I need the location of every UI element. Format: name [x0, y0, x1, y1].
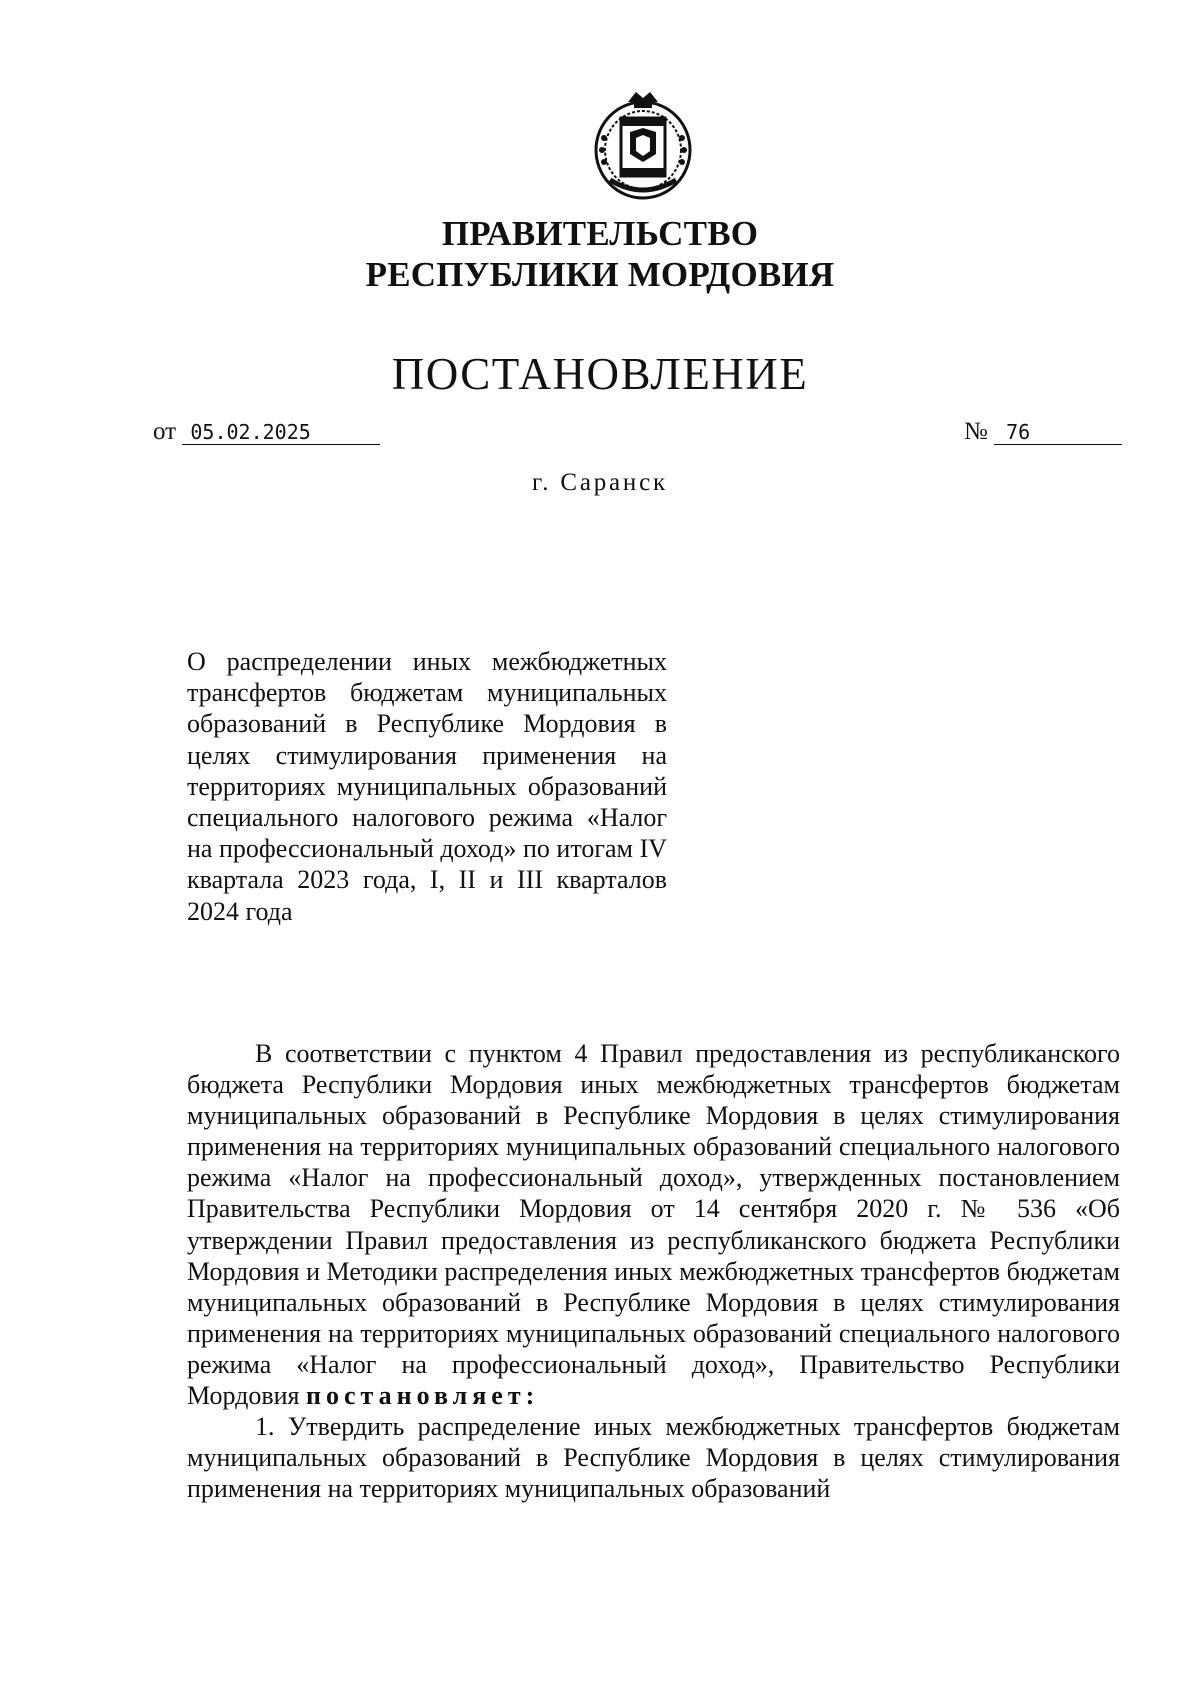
issue-city: г. Саранск: [532, 469, 668, 496]
document-date: [153, 417, 380, 447]
coat-of-arms-emblem-icon: [590, 88, 696, 204]
clause-1-paragraph: 1. Утвердить распределение иных межбюджетных трансфертов бюджетам муниципальных образований в Республике Мордовия в целях стимулирования применения на территориях муниципальных образований: [187, 1412, 1120, 1504]
preamble-text: В соответствии с пунктом 4 Правил предоставления из республиканского бюджета Республики Мордовия иных межбюджетных трансфертов бюджетам муниципальных образований в Республике Мордовия в целях стимулирования применения на территориях муниципальных образований специального налогового режима «Налог на профессиональный доход», утвержденных постановлением Правительства Республики Мордовия от 14 сентября 2020 г. № 536 «Об утверждении Правил предоставления из республиканского бюджета Республики Мордовия и Методики распределения иных межбюджетных трансфертов бюджетам муниципальных образований в Республике Мордовия в целях стимулирования применения на территориях муниципальных образований специального налогового режима «Налог на профессиональный доход», Правительство Республики Мордовия: [187, 1039, 1120, 1411]
preamble-paragraph: [187, 1038, 1120, 1411]
document-body: [187, 1038, 1120, 1504]
decree-word: постановляет:: [306, 1381, 540, 1411]
organization-title-line-2: РЕСПУБЛИКИ МОРДОВИЯ: [365, 255, 835, 294]
organization-title-line-1: ПРАВИТЕЛЬСТВО: [441, 214, 759, 253]
date-prefix: от: [153, 418, 177, 445]
number-prefix: №: [964, 418, 988, 445]
document-number: [964, 417, 1122, 447]
document-subject: О распределении иных межбюджетных трансфертов бюджетам муниципальных образований в Республике Мордовия в целях стимулирования применения на территориях муниципальных образований специального налогового режима «Налог на профессиональный доход» по итогам IV квартала 2023 года, I, II и III кварталов 2024 года: [187, 647, 667, 926]
number-value: 76: [994, 420, 1122, 445]
date-value: 05.02.2025: [182, 420, 380, 445]
document-type-title: ПОСТАНОВЛЕНИЕ: [391, 349, 809, 399]
